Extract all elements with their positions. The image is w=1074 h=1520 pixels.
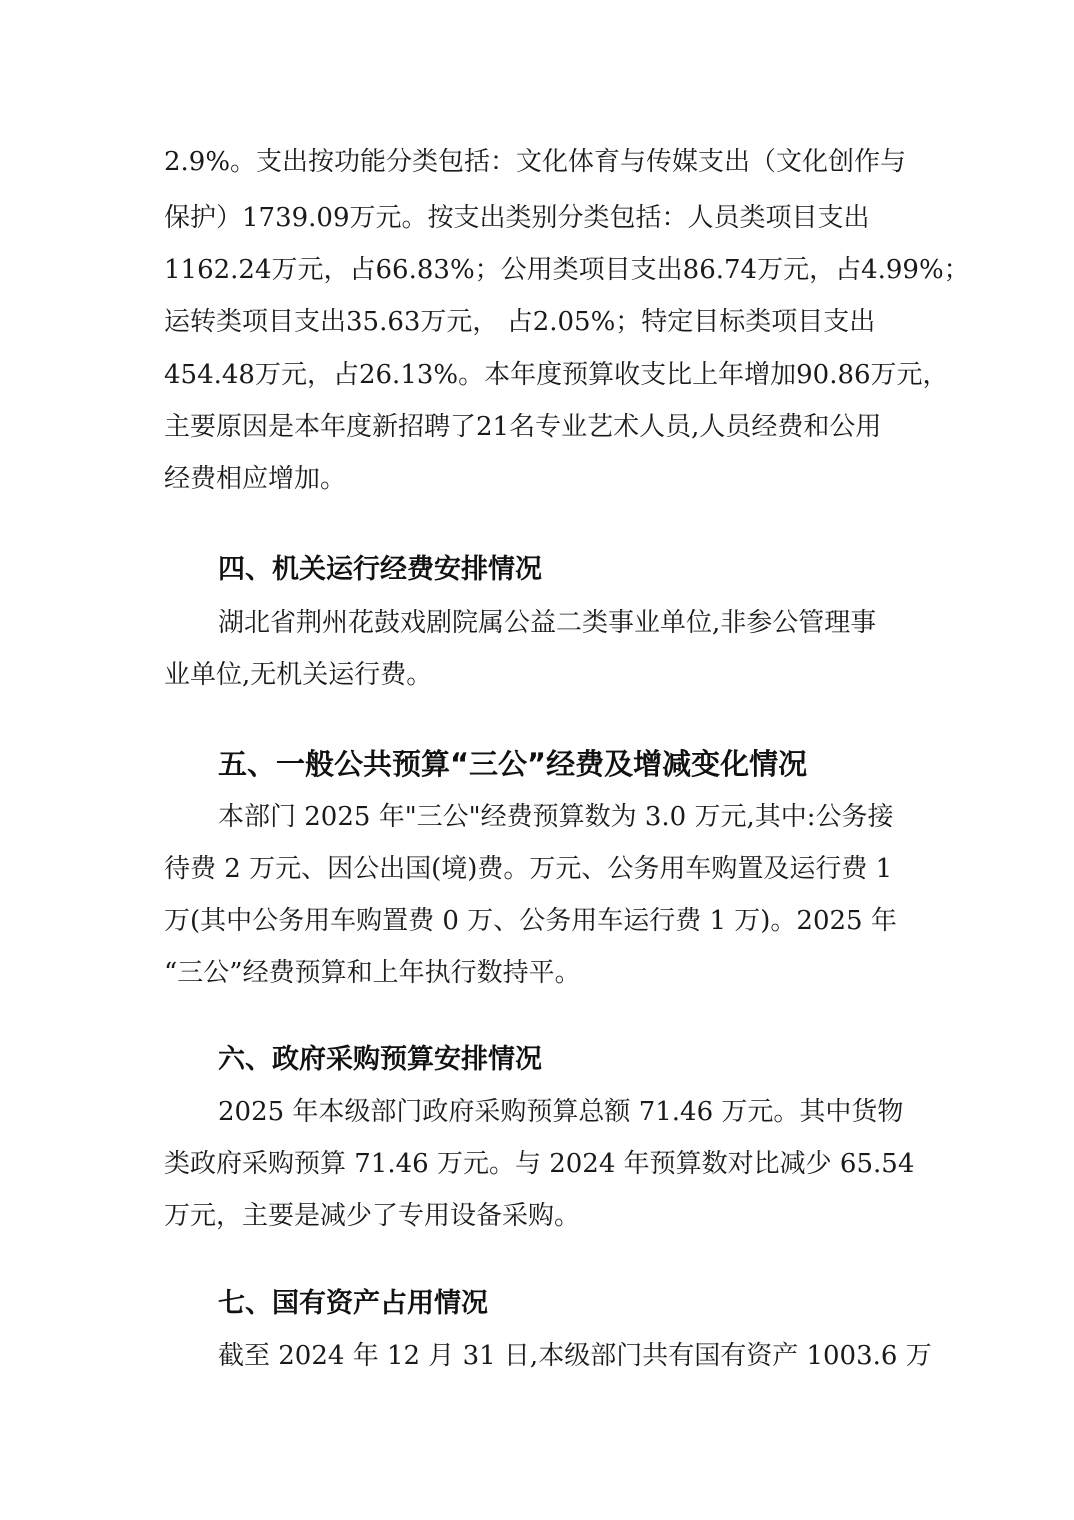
paragraph-line: 经费相应增加。 xyxy=(164,464,347,494)
paragraph-line: 类政府采购预算 71.46 万元。与 2024 年预算数对比减少 65.54 xyxy=(164,1149,915,1179)
section-heading-4: 四、机关运行经费安排情况 xyxy=(218,554,542,585)
paragraph-line: 运转类项目支出35.63万元， 占2.05%；特定目标类项目支出 xyxy=(164,307,876,337)
paragraph-line: 主要原因是本年度新招聘了21名专业艺术人员,人员经费和公用 xyxy=(164,412,882,442)
paragraph-line: 1162.24万元，占66.83%；公用类项目支出86.74万元，占4.99%； xyxy=(164,255,970,285)
paragraph-line: 454.48万元，占26.13%。本年度预算收支比上年增加90.86万元， xyxy=(164,360,949,390)
paragraph-line: 万(其中公务用车购置费 0 万、公务用车运行费 1 万)。2025 年 xyxy=(164,906,897,936)
paragraph-line: 2.9%。支出按功能分类包括：文化体育与传媒支出（文化创作与 xyxy=(164,147,907,177)
section-heading-7: 七、国有资产占用情况 xyxy=(218,1288,488,1319)
paragraph-line: 2025 年本级部门政府采购预算总额 71.46 万元。其中货物 xyxy=(218,1097,904,1127)
paragraph-line: 业单位,无机关运行费。 xyxy=(164,660,433,690)
paragraph-line: 万元，主要是减少了专用设备采购。 xyxy=(164,1201,581,1231)
paragraph-line: 湖北省荆州花鼓戏剧院属公益二类事业单位,非参公管理事 xyxy=(218,608,877,638)
section-heading-5: 五、一般公共预算“三公”经费及增减变化情况 xyxy=(218,747,808,781)
section-heading-6: 六、政府采购预算安排情况 xyxy=(218,1044,542,1075)
paragraph-line: 待费 2 万元、因公出国(境)费。万元、公务用车购置及运行费 1 xyxy=(164,854,893,884)
paragraph-line: 本部门 2025 年"三公"经费预算数为 3.0 万元,其中:公务接 xyxy=(218,802,894,832)
paragraph-line: 保护）1739.09万元。按支出类别分类包括：人员类项目支出 xyxy=(164,203,870,233)
paragraph-line: 截至 2024 年 12 月 31 日,本级部门共有国有资产 1003.6 万 xyxy=(218,1341,932,1371)
paragraph-line: “三公”经费预算和上年执行数持平。 xyxy=(164,958,581,988)
